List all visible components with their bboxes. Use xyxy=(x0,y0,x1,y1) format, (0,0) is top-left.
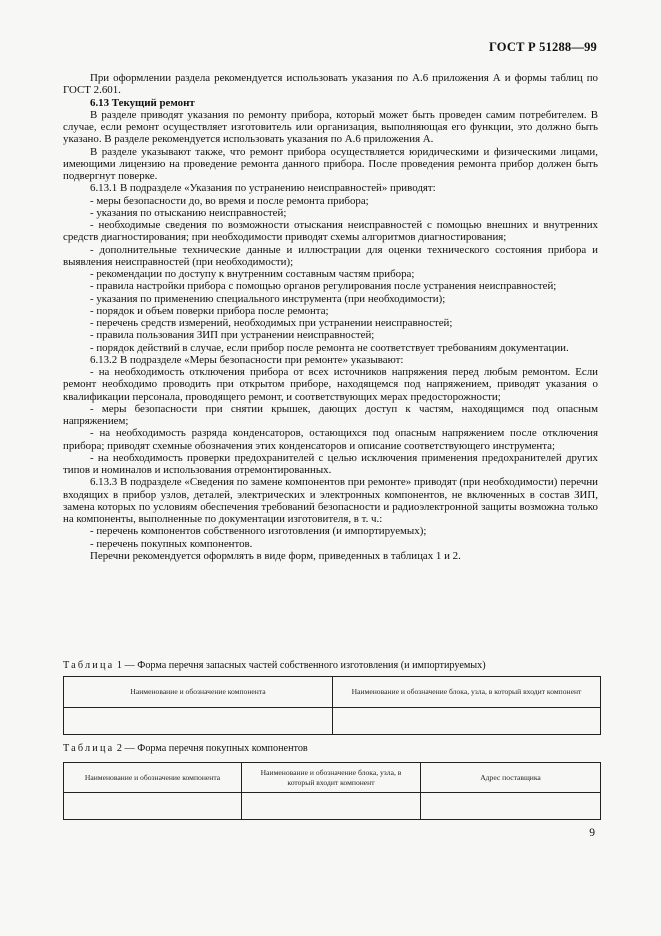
table2-caption xyxy=(63,743,308,755)
paragraph: - меры безопасности до, во время и после ремонта прибора; xyxy=(90,194,369,207)
paragraph: Перечни рекомендуется оформлять в виде форм, приведенных в таблицах 1 и 2. xyxy=(90,549,461,562)
paragraph: - рекомендации по доступу к внутренним составным частям прибора; xyxy=(90,268,415,280)
paragraph: - порядок и объем поверки прибора после ремонта; xyxy=(90,304,329,317)
table2-cell xyxy=(64,793,242,820)
table1-title: 1 — Форма перечня запасных частей собственного изготовления (и импортируемых) xyxy=(116,660,486,671)
paragraph: - перечень покупных компонентов. xyxy=(90,537,253,550)
table1-caption xyxy=(63,660,486,672)
table2-label: Таблица xyxy=(63,743,115,754)
paragraph: В разделе указывают также, что ремонт прибора осуществляется юридическими и физическими лицами, имеющими лицензию на проведение ремонта данного прибора. После проведения ремонта прибор должен быть подвергнут поверке. xyxy=(63,145,598,182)
paragraph: - необходимые сведения по возможности отыскания неисправностей с помощью внешних и внутренних средств диагностирования; при необходимости приводят схемы алгоритмов диагностирования; xyxy=(63,219,598,244)
paragraph: - на необходимость проверки предохранителей с целью исключения применения предохранителей других типов и номиналов и использования отремонтированных. xyxy=(63,451,598,476)
table1-header-unit: Наименование и обозначение блока, узла, в который входит компонент xyxy=(333,677,601,708)
table2-header-component: Наименование и обозначение компонента xyxy=(64,763,242,793)
paragraph: - перечень компонентов собственного изготовления (и импортируемых); xyxy=(90,525,427,538)
paragraph: - правила пользования ЗИП при устранении неисправностей; xyxy=(90,329,375,342)
table1-cell xyxy=(333,708,601,735)
paragraph: - правила настройки прибора с помощью органов регулирования после устранения неисправностей; xyxy=(90,280,557,293)
paragraph: 6.13.3 В подразделе «Сведения по замене компонентов при ремонте» приводят (при необходимости) перечни входящих в прибор узлов, деталей, электрических и электронных компонентов, не включенных в состав ЗИП, замена которых по условиям обеспечения требований безопасности и радиоэлектронной защиты возможна только на компоненты, выполненные по документации изготовителя, в т. ч.: xyxy=(63,476,598,525)
table2-title: 2 — Форма перечня покупных компонентов xyxy=(116,743,308,754)
table2-header-unit: Наименование и обозначение блока, узла, в который входит компонент xyxy=(242,763,421,793)
paragraph: - указания по применению специального инструмента (при необходимости); xyxy=(90,292,446,305)
paragraph: - перечень средств измерений, необходимых при устранении неисправностей; xyxy=(90,317,453,329)
table2-cell xyxy=(242,793,421,820)
standard-header: ГОСТ Р 51288—99 xyxy=(488,40,597,54)
table1-header-component: Наименование и обозначение компонента xyxy=(64,677,333,708)
table2 xyxy=(63,762,601,820)
table1 xyxy=(63,676,601,735)
paragraph: - меры безопасности при снятии крышек, дающих доступ к частям, находящимся под опасным напряжением; xyxy=(63,402,598,427)
page-number: 9 xyxy=(589,827,595,839)
paragraph: 6.13.1 В подразделе «Указания по устранению неисправностей» приводят: xyxy=(90,182,436,195)
paragraph: - на необходимость отключения прибора от всех источников напряжения перед любым ремонтом. Если ремонт необходимо проводить при открытом приборе, находящемся под напряжением, приводят указания о квалификации персонала, проводящего ремонт, и соответствующих мерах предосторожности; xyxy=(63,366,598,403)
paragraph: - порядок действий в случае, если прибор после ремонта не соответствует требованиям документации. xyxy=(90,341,569,354)
table2-cell xyxy=(421,793,601,820)
paragraph: - дополнительные технические данные и иллюстрации для оценки технического состояния прибора и выявления неисправностей (при необходимости); xyxy=(63,243,598,268)
table1-label: Таблица xyxy=(63,660,115,671)
body-text xyxy=(63,72,598,562)
section-heading: 6.13 Текущий ремонт xyxy=(90,96,195,109)
paragraph: - указания по отысканию неисправностей; xyxy=(90,206,287,219)
table2-header-supplier: Адрес поставщика xyxy=(421,763,601,793)
paragraph: - на необходимость разряда конденсаторов, остающихся под опасным напряжением после отключения прибора; приводят схемные обозначения этих конденсаторов и описание соответствующего инструмента; xyxy=(63,427,598,452)
table1-cell xyxy=(64,708,333,735)
paragraph: 6.13.2 В подразделе «Меры безопасности при ремонте» указывают: xyxy=(90,353,404,366)
paragraph: При оформлении раздела рекомендуется использовать указания по А.6 приложения А и формы таблиц по ГОСТ 2.601. xyxy=(63,72,598,97)
paragraph: В разделе приводят указания по ремонту прибора, который может быть проведен самим потребителем. В случае, если ремонт осуществляет изготовитель или организация, выполняющая его функции, это должно быть указано. В разделе рекомендуется использовать указания по А.6 приложения А. xyxy=(63,108,598,146)
